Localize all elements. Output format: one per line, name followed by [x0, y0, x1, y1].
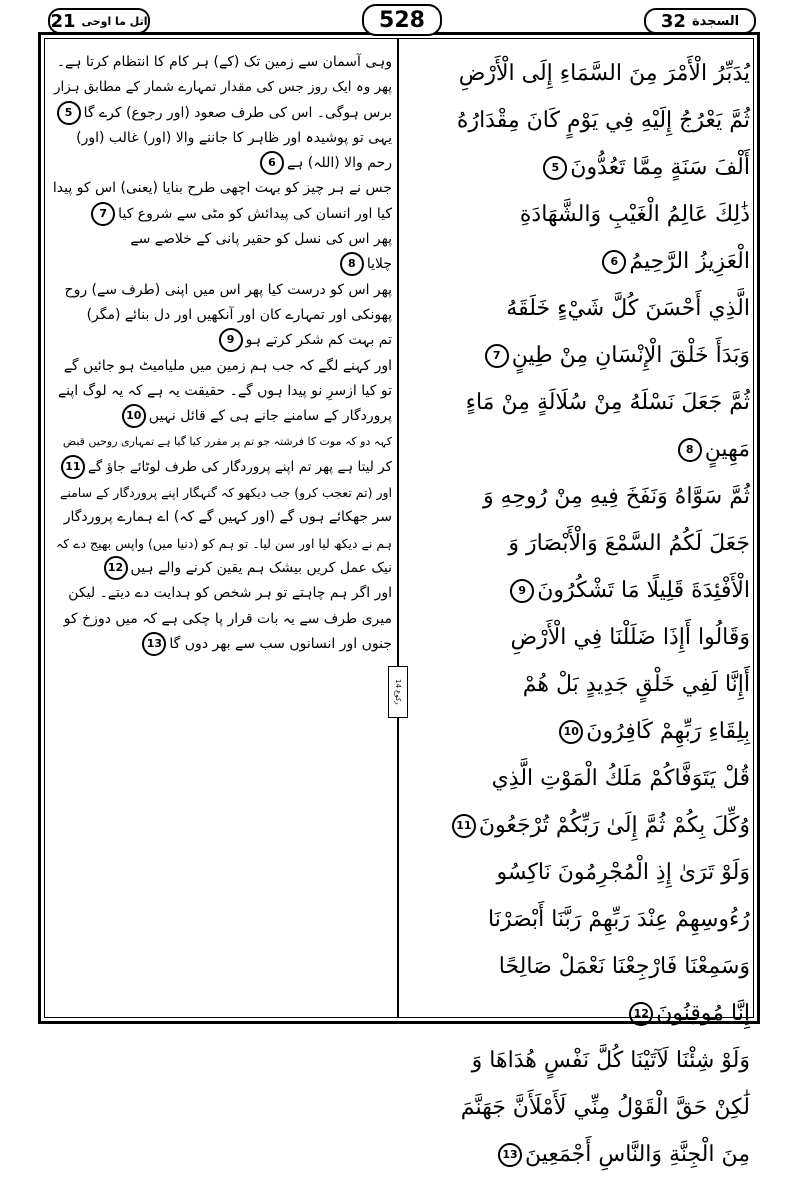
ayah-number-marker: 5 [543, 156, 567, 180]
arabic-verse-line [410, 567, 750, 614]
ayah-number-marker: 10 [559, 720, 583, 744]
arabic-verse-line [410, 1037, 750, 1084]
ayah-number-marker: 12 [104, 556, 128, 580]
arabic-verse-line [410, 614, 750, 661]
urdu-translation-line [52, 531, 392, 556]
arabic-verse-line-text: يُدَبِّرُ الْأَمْرَ مِنَ السَّمَاءِ إِلَى الْأَرْضِ [458, 61, 750, 86]
surah-number: 32 [660, 10, 686, 32]
ayah-number-marker: 11 [452, 814, 476, 838]
arabic-verse-line-text: وَقَالُوا أَإِذَا ضَلَلْنَا فِي الْأَرْضِ [510, 625, 750, 650]
arabic-verse-line [410, 802, 750, 849]
arabic-verse-line [410, 1131, 750, 1178]
arabic-verse-line [410, 990, 750, 1037]
urdu-translation-line [52, 556, 392, 581]
arabic-verse-line-text: الَّذِي أَحْسَنَ كُلَّ شَيْءٍ خَلَقَهُ [506, 296, 750, 321]
arabic-verse-line [410, 50, 750, 97]
urdu-translation-line [52, 328, 392, 353]
arabic-verse-line-text: جَعَلَ لَكُمُ السَّمْعَ وَالْأَبْصَارَ وَ [508, 531, 750, 556]
column-divider [397, 38, 399, 1018]
urdu-translation-line-text: چلایا [366, 256, 392, 273]
urdu-translation-line [52, 75, 392, 100]
urdu-translation-line [52, 227, 392, 252]
ruku-marker: رکوع 14 [388, 666, 408, 718]
ayah-number-marker: 10 [122, 404, 146, 428]
urdu-translation-line [52, 303, 392, 328]
arabic-verse-line-text: أَإِنَّا لَفِي خَلْقٍ جَدِيدٍ بَلْ هُمْ [522, 672, 750, 697]
urdu-translation-line [52, 101, 392, 126]
arabic-verse-line [410, 1084, 750, 1131]
urdu-translation-line-text: اور اگر ہم چاہتے تو ہر شخص کو ہدایت دے دیتے۔ لیکن [68, 585, 392, 602]
arabic-verse-line-text: وَلَوْ تَرَىٰ إِذِ الْمُجْرِمُونَ نَاكِسُو [496, 860, 750, 885]
arabic-verse-line [410, 473, 750, 520]
urdu-translation-line [52, 50, 392, 75]
arabic-verse-line [410, 520, 750, 567]
arabic-verse-line [410, 661, 750, 708]
arabic-verse-line-text: الْعَزِيزُ الرَّحِيمُ [629, 249, 750, 274]
ayah-number-marker: 7 [485, 344, 509, 368]
urdu-translation-line-text: یہی تو پوشیدہ اور ظاہر کا جاننے والا (اور) غالب (اور) [76, 129, 392, 146]
ayah-number-marker: 12 [629, 1002, 653, 1026]
urdu-translation-line-text: اور کہنے لگے کہ جب ہم زمین میں ملیامیٹ ہو جائیں گے [63, 357, 392, 374]
arabic-column [410, 50, 750, 1178]
urdu-translation-line-text: کیا اور انسان کی پیدائش کو مٹی سے شروع کیا [118, 205, 392, 222]
juz-number: 21 [50, 10, 76, 32]
arabic-verse-line-text: وَلَوْ شِئْنَا لَآتَيْنَا كُلَّ نَفْسٍ هُدَاهَا وَ [471, 1048, 750, 1073]
urdu-translation-line-text: کہہ دو کہ موت کا فرشتہ جو تم پر مقرر کیا گیا ہے تمہاری روحیں قبض [62, 435, 392, 449]
juz-name: اتل ما اوحی [81, 14, 148, 28]
ayah-number-marker: 11 [61, 455, 85, 479]
arabic-verse-line-text: قُلْ يَتَوَفَّاكُمْ مَلَكُ الْمَوْتِ الَّذِي [491, 766, 750, 791]
urdu-translation-line-text: پھر اس کی نسل کو حقیر پانی کے خلاصے سے [130, 231, 392, 248]
arabic-verse-line [410, 332, 750, 379]
surah-name: السجدة [691, 13, 740, 29]
arabic-verse-line-text: ثُمَّ يَعْرُجُ إِلَيْهِ فِي يَوْمٍ كَانَ مِقْدَارُهُ [456, 108, 750, 133]
ayah-number-marker: 8 [340, 252, 364, 276]
urdu-translation-line-text: پھر اس کو درست کیا پھر اس میں اپنی (طرف سے) روح [64, 281, 392, 298]
urdu-translation-line-text: رحم والا (اللہ) ہے [286, 155, 392, 172]
arabic-verse-line [410, 426, 750, 473]
arabic-verse-line [410, 849, 750, 896]
arabic-verse-line-text: وُكِّلَ بِكُمْ ثُمَّ إِلَىٰ رَبِّكُمْ تُرْجَعُونَ [478, 813, 750, 838]
urdu-translation-line-text: اور (تم تعجب کرو) جب دیکھو کہ گنہگار اپنے پروردگار کے سامنے [60, 485, 392, 501]
page-number: 528 [362, 4, 442, 36]
urdu-translation-line [52, 252, 392, 277]
ayah-number-marker: 9 [510, 579, 534, 603]
urdu-translation-line-text: تو کیا ازسرِ نو پیدا ہوں گے۔ حقیقت یہ ہے کہ یہ لوگ اپنے [57, 382, 392, 399]
arabic-verse-line [410, 896, 750, 943]
urdu-translation-line [52, 354, 392, 379]
arabic-verse-line [410, 191, 750, 238]
urdu-column [52, 50, 392, 657]
ayah-number-marker: 5 [57, 101, 81, 125]
arabic-verse-line [410, 238, 750, 285]
ayah-number-marker: 8 [678, 438, 702, 462]
urdu-translation-line-text: سر جھکائے ہوں گے (اور کہیں گے کہ) اے ہمارے پروردگار [63, 509, 392, 526]
urdu-translation-line [52, 379, 392, 404]
arabic-verse-line [410, 97, 750, 144]
urdu-translation-line [52, 505, 392, 530]
ayah-number-marker: 7 [91, 202, 115, 226]
urdu-translation-line [52, 632, 392, 657]
urdu-translation-line-text: نیک عمل کریں بیشک ہم یقین کرنے والے ہیں [130, 559, 392, 576]
urdu-translation-line-text: جنوں اور انسانوں سب سے بھر دوں گا [169, 635, 392, 652]
urdu-translation-line [52, 202, 392, 227]
arabic-verse-line-text: لَٰكِنْ حَقَّ الْقَوْلُ مِنِّي لَأَمْلَأَنَّ جَهَنَّمَ [460, 1095, 750, 1120]
ayah-number-marker: 9 [219, 328, 243, 352]
urdu-translation-line-text: پھونکی اور تمہارے کان اور آنکھیں اور دل بنائے (مگر) [86, 306, 392, 323]
urdu-translation-line-text: پروردگار کے سامنے جانے ہی کے قائل نہیں [148, 408, 392, 425]
urdu-translation-line [52, 176, 392, 201]
urdu-translation-line [52, 126, 392, 151]
arabic-verse-line-text: مَهِينٍ [704, 437, 750, 462]
urdu-translation-line [52, 278, 392, 303]
arabic-verse-line [410, 943, 750, 990]
arabic-verse-line-text: وَسَمِعْنَا فَارْجِعْنَا نَعْمَلْ صَالِحًا [498, 954, 750, 979]
urdu-translation-line [52, 581, 392, 606]
ayah-number-marker: 6 [260, 151, 284, 175]
urdu-translation-line [52, 151, 392, 176]
arabic-verse-line-text: مِنَ الْجِنَّةِ وَالنَّاسِ أَجْمَعِينَ [524, 1142, 750, 1167]
urdu-translation-line-text: تم بہت کم شکر کرتے ہو [245, 332, 392, 349]
arabic-verse-line [410, 379, 750, 426]
urdu-translation-line [52, 429, 392, 454]
urdu-translation-line [52, 480, 392, 505]
arabic-verse-line-text: ذَٰلِكَ عَالِمُ الْغَيْبِ وَالشَّهَادَةِ [519, 202, 750, 227]
urdu-translation-line [52, 455, 392, 480]
arabic-verse-line-text: بِلِقَاءِ رَبِّهِمْ كَافِرُونَ [586, 719, 750, 744]
urdu-translation-line-text: جس نے ہر چیز کو بہت اچھی طرح بنایا (یعنی) اس کو پیدا [52, 180, 392, 197]
urdu-translation-line-text: وہی آسمان سے زمین تک (کے) ہر کام کا انتظام کرتا ہے۔ [56, 54, 392, 70]
ayah-number-marker: 13 [142, 632, 166, 656]
surah-header [644, 8, 756, 34]
arabic-verse-line-text: رُءُوسِهِمْ عِنْدَ رَبِّهِمْ رَبَّنَا أَبْصَرْنَا [488, 907, 750, 932]
arabic-verse-line [410, 708, 750, 755]
arabic-verse-line [410, 144, 750, 191]
urdu-translation-line-text: میری طرف سے یہ بات قرار پا چکی ہے کہ میں دوزخ کو [63, 610, 392, 627]
arabic-verse-line [410, 755, 750, 802]
urdu-translation-line [52, 404, 392, 429]
arabic-verse-line-text: ثُمَّ جَعَلَ نَسْلَهُ مِنْ سُلَالَةٍ مِنْ مَاءٍ [465, 390, 750, 415]
arabic-verse-line [410, 285, 750, 332]
urdu-translation-line [52, 607, 392, 632]
arabic-verse-line-text: إِنَّا مُوقِنُونَ [656, 1001, 750, 1026]
arabic-verse-line-text: الْأَفْئِدَةَ قَلِيلًا مَا تَشْكُرُونَ [537, 578, 750, 603]
urdu-translation-line-text: برس ہوگی۔ اس کی طرف صعود (اور رجوع) کرے گا [83, 104, 392, 121]
juz-header [48, 8, 150, 34]
ayah-number-marker: 13 [498, 1143, 522, 1167]
ayah-number-marker: 6 [602, 250, 626, 274]
urdu-translation-line-text: کر لیتا ہے پھر تم اپنے پروردگار کی طرف لوٹائے جاؤ گے [87, 458, 392, 475]
arabic-verse-line-text: وَبَدَأَ خَلْقَ الْإِنْسَانِ مِنْ طِينٍ [511, 343, 750, 368]
arabic-verse-line-text: أَلْفَ سَنَةٍ مِمَّا تَعُدُّونَ [570, 155, 750, 180]
urdu-translation-line-text: ہم نے دیکھ لیا اور سن لیا۔ تو ہم کو (دنیا میں) واپس بھیج دے کہ [55, 535, 392, 551]
arabic-verse-line-text: ثُمَّ سَوَّاهُ وَنَفَخَ فِيهِ مِنْ رُوحِهِ وَ [483, 484, 750, 509]
urdu-translation-line-text: پھر وہ ایک روز جس کی مقدار تمہارے شمار کے مطابق ہزار [53, 79, 392, 96]
